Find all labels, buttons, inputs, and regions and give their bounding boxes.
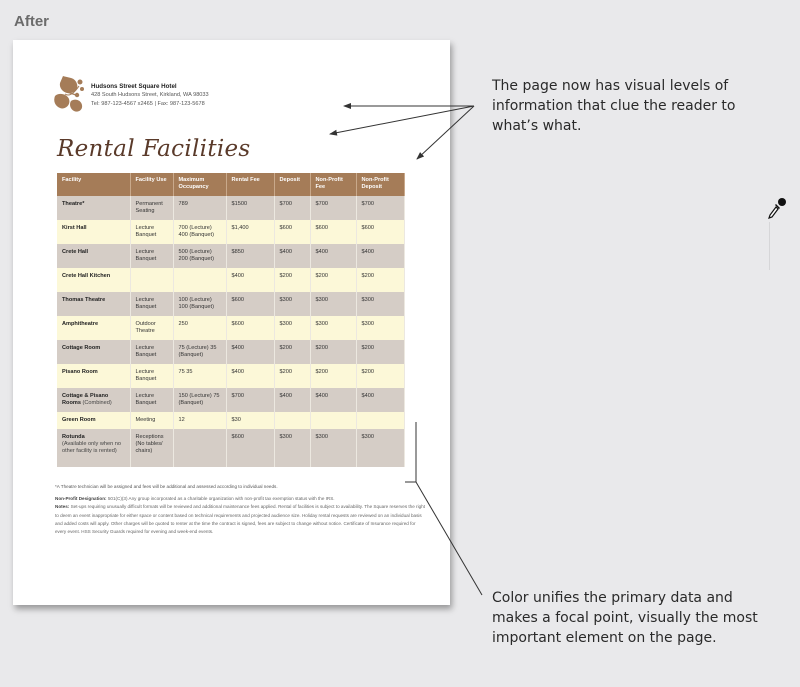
np-designation-label: Non-Profit Designation: xyxy=(55,496,107,501)
cell-deposit: $700 xyxy=(274,196,310,220)
cell-rental-fee: $1,400 xyxy=(226,220,274,244)
cell-deposit: $300 xyxy=(274,429,310,467)
table-header-row xyxy=(57,173,404,196)
cell-occupancy: 789 xyxy=(173,196,226,220)
cell-use: Meeting xyxy=(130,412,173,429)
cell-np-deposit: $400 xyxy=(356,388,404,412)
table-row xyxy=(57,388,404,412)
cell-occupancy: 75 (Lecture) 35 (Banquet) xyxy=(173,340,226,364)
col-header-np-fee: Non-Profit Fee xyxy=(310,173,356,196)
cell-np-deposit: $200 xyxy=(356,268,404,292)
eyedropper-icon xyxy=(766,196,788,222)
col-header-deposit: Deposit xyxy=(274,173,310,196)
notes-text: Set-ups requiring unusually difficult formats will be reviewed and additional maintenance fees applied. Rental of facilities is subject to availability. The Square reserves the right to deem an event inappropriate for either space or content based on technical requirements and projected audience size. Holiday rental requests are reviewed on an individual basis and added costs will apply. Other charges will be quoted to renter at the time the contract is signed, fees are subject to change without notice. Certificate of Insurance required for every event. HSS Security Guards required for evening and week-end events. xyxy=(55,504,425,535)
cell-np-deposit: $200 xyxy=(356,340,404,364)
cell-use: Lecture Banquet xyxy=(130,292,173,316)
cell-np-fee: $600 xyxy=(310,220,356,244)
cell-facility: Rotunda (Available only when no other facility is rented) xyxy=(57,429,130,467)
cell-np-fee: $300 xyxy=(310,429,356,467)
cell-np-fee: $300 xyxy=(310,316,356,340)
cell-np-deposit: $600 xyxy=(356,220,404,244)
table-row xyxy=(57,244,404,268)
cell-np-deposit xyxy=(356,412,404,429)
cell-use: Lecture Banquet xyxy=(130,388,173,412)
cell-facility: Theatre* xyxy=(57,196,130,220)
cell-occupancy: 12 xyxy=(173,412,226,429)
cell-use: Lecture Banquet xyxy=(130,220,173,244)
callout-top: The page now has visual levels of information that clue the reader to what’s what. xyxy=(492,78,736,134)
cell-deposit: $200 xyxy=(274,268,310,292)
cell-np-fee: $300 xyxy=(310,292,356,316)
table-row xyxy=(57,316,404,340)
hotel-address: 428 South Hudsons Street, Kirkland, WA 98033 xyxy=(91,92,209,98)
cell-deposit: $300 xyxy=(274,292,310,316)
cell-deposit: $300 xyxy=(274,316,310,340)
cell-use xyxy=(130,268,173,292)
cell-deposit xyxy=(274,412,310,429)
cell-occupancy: 75 35 xyxy=(173,364,226,388)
cell-facility: Amphitheatre xyxy=(57,316,130,340)
table-row xyxy=(57,268,404,292)
cell-facility: Cottage Room xyxy=(57,340,130,364)
hotel-name: Hudsons Street Square Hotel xyxy=(91,83,177,90)
cell-rental-fee: $600 xyxy=(226,429,274,467)
cell-rental-fee: $30 xyxy=(226,412,274,429)
cell-np-deposit: $700 xyxy=(356,196,404,220)
col-header-use: Facility Use xyxy=(130,173,173,196)
cell-facility: Cottage & Pisano Rooms (Combined) xyxy=(57,388,130,412)
cell-rental-fee: $400 xyxy=(226,340,274,364)
hotel-info xyxy=(91,82,209,109)
cell-occupancy: 700 (Lecture) 400 (Banquet) xyxy=(173,220,226,244)
cell-rental-fee: $400 xyxy=(226,268,274,292)
cell-use: Lecture Banquet xyxy=(130,340,173,364)
table-row xyxy=(57,364,404,388)
cell-occupancy: 150 (Lecture) 75 (Banquet) xyxy=(173,388,226,412)
table-row xyxy=(57,292,404,316)
cell-deposit: $200 xyxy=(274,364,310,388)
document-page xyxy=(13,40,450,605)
cell-facility: Kirst Hall xyxy=(57,220,130,244)
cell-np-fee: $200 xyxy=(310,268,356,292)
table-row xyxy=(57,196,404,220)
cell-deposit: $200 xyxy=(274,340,310,364)
cell-rental-fee: $600 xyxy=(226,316,274,340)
cell-np-fee: $400 xyxy=(310,388,356,412)
cell-use: Receptions (No tables/ chairs) xyxy=(130,429,173,467)
callout-bottom: Color unifies the primary data and makes a focal point, visually the most important element on the page. xyxy=(492,590,758,646)
cell-deposit: $400 xyxy=(274,244,310,268)
cell-np-fee xyxy=(310,412,356,429)
table-row xyxy=(57,412,404,429)
divider xyxy=(769,222,770,270)
table-row xyxy=(57,340,404,364)
cell-use: Lecture Banquet xyxy=(130,244,173,268)
cell-use: Outdoor Theatre xyxy=(130,316,173,340)
cell-facility: Crete Hall Kitchen xyxy=(57,268,130,292)
theatre-footnote: *A Theatre technician will be assigned and fees will be additional and assessed according to individual needs. xyxy=(55,484,278,489)
cell-occupancy xyxy=(173,268,226,292)
hotel-contact: Tel: 987-123-4567 x2465 | Fax: 987-123-5678 xyxy=(91,101,205,107)
np-designation-text: 501(C)(3) Any group incorporated as a charitable organization with non-profit tax exemption status with the IRS. xyxy=(106,496,335,501)
after-heading: After xyxy=(14,13,50,30)
cell-deposit: $600 xyxy=(274,220,310,244)
cell-facility: Thomas Theatre xyxy=(57,292,130,316)
cell-np-deposit: $400 xyxy=(356,244,404,268)
document-title: Rental Facilities xyxy=(57,136,251,162)
facilities-table xyxy=(57,173,405,467)
cell-np-fee: $200 xyxy=(310,340,356,364)
col-header-rental-fee: Rental Fee xyxy=(226,173,274,196)
cell-occupancy xyxy=(173,429,226,467)
notes-paragraph xyxy=(55,495,425,536)
cell-rental-fee: $400 xyxy=(226,364,274,388)
table-row xyxy=(57,429,404,467)
cell-deposit: $400 xyxy=(274,388,310,412)
cell-occupancy: 250 xyxy=(173,316,226,340)
cell-np-fee: $200 xyxy=(310,364,356,388)
cell-rental-fee: $700 xyxy=(226,388,274,412)
cell-np-deposit: $300 xyxy=(356,292,404,316)
notes-label: Notes: xyxy=(55,504,70,510)
cell-facility: Green Room xyxy=(57,412,130,429)
cell-facility: Crete Hall xyxy=(57,244,130,268)
cell-rental-fee: $600 xyxy=(226,292,274,316)
cell-rental-fee: $850 xyxy=(226,244,274,268)
cell-np-deposit: $300 xyxy=(356,316,404,340)
col-header-facility: Facility xyxy=(57,173,130,196)
cell-np-fee: $400 xyxy=(310,244,356,268)
hotel-logo-icon xyxy=(51,74,87,114)
cell-rental-fee: $1500 xyxy=(226,196,274,220)
cell-np-deposit: $300 xyxy=(356,429,404,467)
cell-use: Lecture Banquet xyxy=(130,364,173,388)
cell-np-deposit: $200 xyxy=(356,364,404,388)
cell-use: Permanent Seating xyxy=(130,196,173,220)
col-header-occupancy: Maximum Occupancy xyxy=(173,173,226,196)
table-row xyxy=(57,220,404,244)
cell-occupancy: 100 (Lecture) 100 (Banquet) xyxy=(173,292,226,316)
cell-occupancy: 500 (Lecture) 200 (Banquet) xyxy=(173,244,226,268)
cell-np-fee: $700 xyxy=(310,196,356,220)
cell-facility: Pisano Room xyxy=(57,364,130,388)
col-header-np-deposit: Non-Profit Deposit xyxy=(356,173,404,196)
